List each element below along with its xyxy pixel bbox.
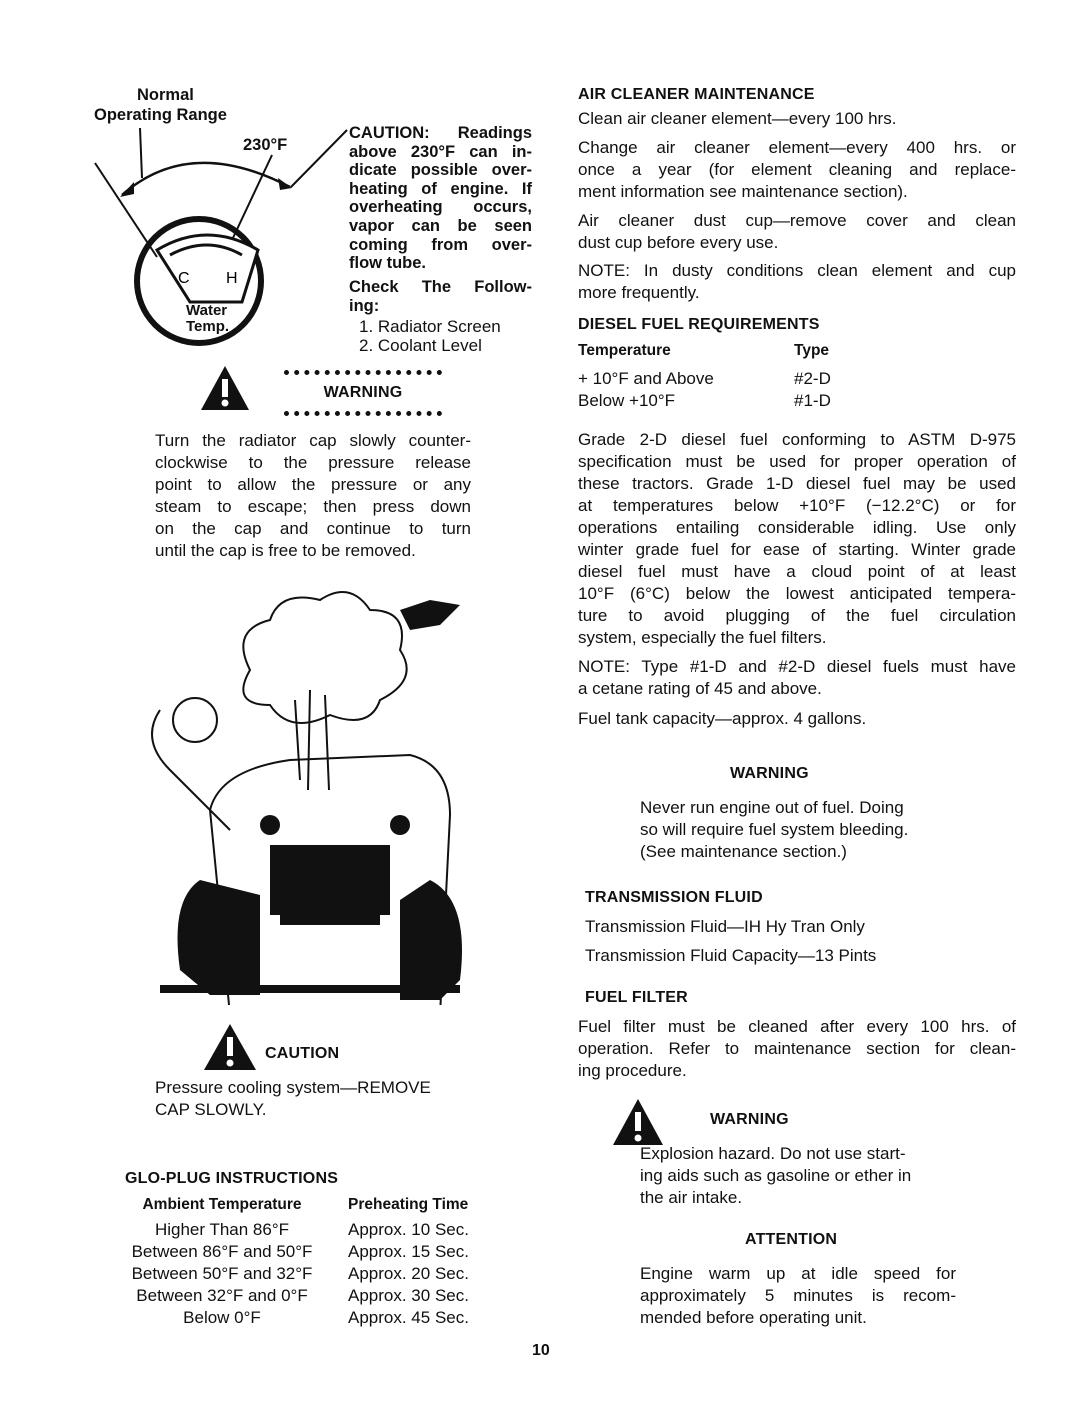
text-line: Fuel tank capacity—approx. 4 gallons.	[578, 709, 867, 728]
table-row	[96, 1219, 469, 1241]
air-cleaner-title: AIR CLEANER MAINTENANCE	[578, 86, 815, 103]
table-row	[96, 1241, 469, 1263]
table-cell: #1-D	[794, 391, 831, 410]
air-cleaner-p3	[578, 210, 1016, 254]
table-row	[96, 1263, 469, 1285]
text-line: Pressure cooling system—REMOVE	[155, 1078, 431, 1097]
table-cell: Between 86°F and 50°F	[131, 1242, 313, 1261]
table-cell: #2-D	[794, 369, 831, 388]
text-line: dust cup before every use.	[578, 233, 779, 252]
caution-triangle-icon	[203, 1023, 257, 1071]
attention-title: ATTENTION	[745, 1231, 838, 1248]
air-cleaner-p1	[578, 108, 896, 130]
text-line: until the cap is free to be removed.	[155, 541, 416, 560]
glo-plug-table	[96, 1194, 469, 1329]
explosion-warning-triangle-icon	[612, 1098, 664, 1146]
diesel-fuel-table	[578, 340, 831, 412]
text-line: these tractors. Grade 1-D diesel fuel may be used	[578, 474, 1016, 493]
text-line: CAUTION: Readings	[349, 124, 532, 142]
text-line: mended before operating unit.	[640, 1308, 867, 1327]
table-cell: Approx. 10 Sec.	[348, 1220, 469, 1239]
normal-label: Normal	[137, 86, 194, 104]
text-line: NOTE: In dusty conditions clean element and cup	[578, 261, 1016, 280]
diesel-cetane-note	[578, 656, 1016, 700]
text-line: overheating occurs,	[349, 198, 532, 217]
transmission-fluid-type: Transmission Fluid—IH Hy Tran Only	[585, 917, 865, 936]
text-line: Check The Follow-	[349, 278, 532, 296]
table-cell: Higher Than 86°F	[154, 1220, 290, 1239]
fuel-filter-title: FUEL FILTER	[585, 989, 688, 1006]
temp-mark-label: 230°F	[243, 136, 288, 154]
text-line: 1. Radiator Screen	[359, 317, 501, 336]
fuel-filter-text	[578, 1016, 1016, 1082]
text-line: ture to avoid plugging of the fuel circulation	[578, 606, 1016, 625]
text-line: Clean air cleaner element—every 100 hrs.	[578, 109, 897, 128]
text-line: point to allow the pressure or any	[155, 475, 471, 494]
table-cell: Approx. 30 Sec.	[348, 1286, 469, 1305]
table-cell: Between 50°F and 32°F	[131, 1264, 313, 1283]
header-temperature: Temperature	[578, 342, 671, 359]
text-line: winter grade fuel for ease of starting. Winter grade	[578, 540, 1016, 559]
fuel-warning-title: WARNING	[730, 765, 809, 782]
text-line: dicate possible over-	[349, 161, 532, 180]
table-cell: Below +10°F	[578, 391, 676, 410]
warning-triangle-icon	[200, 365, 250, 411]
explosion-warning-text	[640, 1143, 911, 1209]
text-line: on the cap and continue to turn	[155, 519, 471, 538]
table-cell: + 10°F and Above	[578, 369, 714, 388]
text-line: Air cleaner dust cup—remove cover and clean	[578, 211, 1016, 230]
text-line: operation. Refer to maintenance section for clean-	[578, 1039, 1016, 1058]
text-line: ing procedure.	[578, 1061, 687, 1080]
fuel-warning-text	[640, 797, 908, 863]
table-cell: Approx. 45 Sec.	[348, 1308, 469, 1327]
text-line: flow tube.	[349, 254, 426, 273]
radiator-cap-instructions	[155, 430, 471, 562]
text-line: specification must be used for proper operation of	[578, 452, 1016, 471]
text-line: so will require fuel system bleeding.	[640, 820, 909, 839]
pressure-caution-text	[155, 1077, 431, 1121]
text-line: Explosion hazard. Do not use start-	[640, 1144, 906, 1163]
air-cleaner-p2	[578, 137, 1016, 203]
operating-range-label: Operating Range	[94, 106, 227, 124]
fuel-tank-capacity	[578, 708, 866, 730]
text-line: operations entailing considerable idling. Use only	[578, 518, 1016, 537]
text-line: Fuel filter must be cleaned after every 100 hrs. of	[578, 1017, 1016, 1036]
page-number: 10	[532, 1342, 550, 1359]
table-cell: Between 32°F and 0°F	[136, 1286, 308, 1305]
gauge-cold-label: C	[178, 270, 190, 287]
diesel-title: DIESEL FUEL REQUIREMENTS	[578, 316, 820, 333]
text-line: 2. Coolant Level	[359, 336, 482, 355]
table-row	[96, 1285, 469, 1307]
text-line: at temperatures below +10°F (−12.2°C) or for	[578, 496, 1016, 515]
text-line: coming from over-	[349, 235, 532, 254]
text-line: NOTE: Type #1-D and #2-D diesel fuels must have	[578, 657, 1016, 676]
transmission-fluid-capacity: Transmission Fluid Capacity—13 Pints	[585, 946, 877, 965]
text-line: Change air cleaner element—every 400 hrs. or	[578, 138, 1016, 157]
caution-label: CAUTION	[265, 1045, 340, 1062]
header-ambient-temperature: Ambient Temperature	[142, 1196, 302, 1213]
air-cleaner-note	[578, 260, 1016, 304]
text-line: Grade 2-D diesel fuel conforming to ASTM D-975	[578, 430, 1016, 449]
text-line: once a year (for element cleaning and replace-	[578, 160, 1016, 179]
text-line: ing:	[349, 296, 380, 315]
gauge-water-label: Water	[186, 302, 228, 319]
table-cell: Approx. 20 Sec.	[348, 1264, 469, 1283]
explosion-warning-title: WARNING	[710, 1111, 789, 1128]
text-line: a cetane rating of 45 and above.	[578, 679, 822, 698]
warning-banner-label: WARNING	[323, 384, 403, 401]
text-line: above 230°F can in-	[349, 142, 532, 161]
text-line: Turn the radiator cap slowly counter-	[155, 431, 471, 450]
table-cell: Approx. 15 Sec.	[348, 1242, 469, 1261]
text-line: CAP SLOWLY.	[155, 1100, 267, 1119]
overheating-tractor-illustration	[100, 580, 520, 1005]
text-line: vapor can be seen	[349, 216, 532, 235]
text-line: ing aids such as gasoline or ether in	[640, 1166, 912, 1185]
table-row	[578, 368, 831, 390]
gauge-temp-label: Temp.	[186, 318, 230, 335]
text-line: Engine warm up at idle speed for	[640, 1264, 956, 1283]
text-line: system, especially the fuel filters.	[578, 628, 827, 647]
text-line: the air intake.	[640, 1188, 743, 1207]
text-line: diesel fuel must have a cloud point of at least	[578, 562, 1016, 581]
text-line: more frequently.	[578, 283, 700, 302]
text-line: clockwise to the pressure release	[155, 453, 471, 472]
table-cell: Below 0°F	[183, 1308, 261, 1327]
text-line: heating of engine. If	[349, 179, 532, 198]
text-line: 10°F (6°C) below the lowest anticipated tempera-	[578, 584, 1016, 603]
check-list	[359, 317, 501, 355]
glo-plug-title: GLO-PLUG INSTRUCTIONS	[125, 1170, 339, 1187]
header-preheating-time: Preheating Time	[348, 1196, 469, 1213]
header-type: Type	[794, 342, 830, 359]
text-line: ment information see maintenance section).	[578, 182, 908, 201]
table-row	[96, 1307, 469, 1329]
table-row	[578, 390, 831, 412]
text-line: approximately 5 minutes is recom-	[640, 1286, 956, 1305]
text-line: (See maintenance section.)	[640, 842, 847, 861]
diesel-grade-paragraph	[578, 429, 1016, 649]
gauge-hot-label: H	[226, 270, 238, 287]
check-following-text	[349, 278, 532, 315]
text-line: Never run engine out of fuel. Doing	[640, 798, 904, 817]
text-line: steam to escape; then press down	[155, 497, 471, 516]
warning-banner	[284, 370, 442, 416]
caution-readings-text	[349, 124, 532, 273]
transmission-title: TRANSMISSION FLUID	[585, 889, 763, 906]
attention-text	[640, 1263, 956, 1329]
